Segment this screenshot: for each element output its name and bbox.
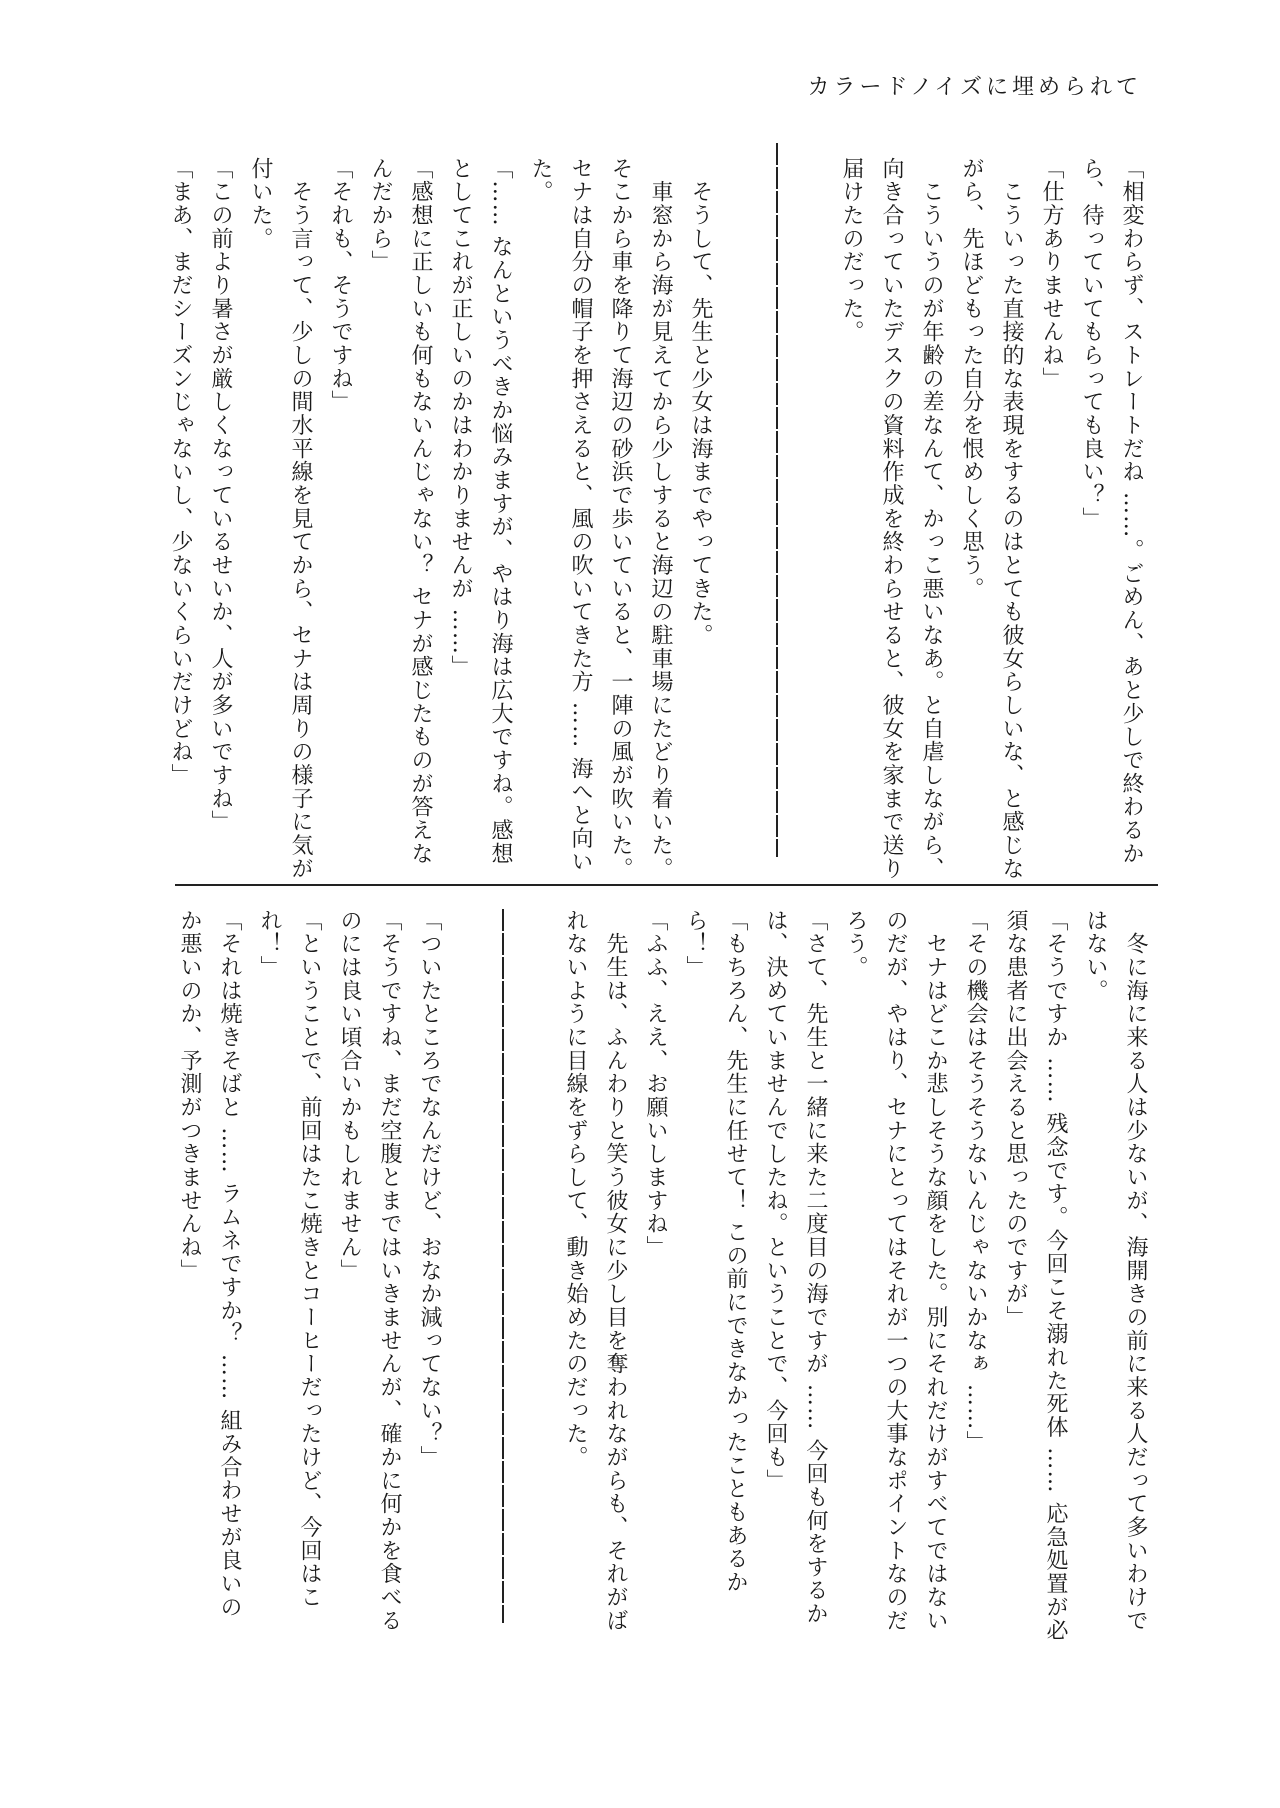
text-line: か悪いのか、予測がつきませんね」 [177,909,202,1283]
text-block-top-left [160,157,720,881]
running-header-title: カラードノイズに埋められて [807,75,1142,100]
text-line: 付いた。 [248,157,273,251]
text-line: 「さて、先生と一緒に来た二度目の海ですが …… 今回も何をするか [803,909,828,1626]
text-line: としてこれが正しいのかはわかりませんが ……」 [448,157,473,679]
text-line: れないように目線をずらして、動き始めたのだった。 [563,909,588,1469]
text-line: 車窓から海が見えてから少しすると海辺の駐車場にたどり着いた。 [648,157,673,881]
text-line: た。 [528,157,553,204]
text-block-top-right [831,157,1151,881]
text-line: そこから車を降りて海辺の砂浜で歩いていると、一陣の風が吹いた。 [608,157,633,881]
text-block-bottom-right [555,909,1155,1643]
text-line: 「ふふ、ええ、お願いしますね」 [643,909,668,1259]
text-line: ら！」 [683,909,708,979]
text-line: んだから」 [368,157,393,274]
text-line: 「仕方ありませんね」 [1039,157,1064,391]
text-line: 須な患者に出会えると思ったのですが」 [1003,909,1028,1329]
text-line: 冬に海に来る人は少ないが、海開きの前に来る人だって多いわけで [1123,909,1148,1633]
text-line: ら、待っていてもらっても良い？」 [1079,157,1104,531]
text-line: 向き合っていたデスクの資料作成を終わらせると、彼女を家まで送り [879,157,904,881]
text-line: 「そうですか …… 残念です。今回こそ溺れた死体 …… 応急処置が必 [1043,909,1068,1643]
text-line: は、決めていませんでしたね。ということで、今回も」 [763,909,788,1493]
text-line: 「それも、そうですね」 [328,157,353,414]
text-line: 「相変わらず、ストレートだね ……。ごめん、あと少しで終わるか [1119,157,1144,866]
horizontal-section-rule [175,884,1158,886]
text-line: 届けたのだった。 [839,157,864,344]
text-line: セナはどこか悲しそうな顔をした。別にそれだけがすべてではない [923,909,948,1633]
text-line: れ！」 [257,909,282,979]
text-line: セナは自分の帽子を押さえると、風の吹いてきた方 …… 海へと向い [568,157,593,874]
column-divider-bottom [502,909,504,1623]
text-block-bottom-left [169,909,449,1633]
text-line: のには良い頃合いかもしれません」 [337,909,362,1283]
column-divider-top [776,143,778,857]
text-line: こういった直接的な表現をするのはとても彼女らしいな、と感じな [999,157,1024,881]
text-line: 「感想に正しいも何もないんじゃない？ セナが感じたものが答えな [408,157,433,866]
text-line: 「もちろん、先生に任せて！ この前にできなかったこともあるか [723,909,748,1594]
text-line: のだが、やはり、セナにとってはそれが一つの大事なポイントなのだ [883,909,908,1633]
text-line: 「この前より暑さが厳しくなっているせいか、人が多いですね」 [208,157,233,834]
text-line: 「それは焼きそばと …… ラムネですか？ …… 組み合わせが良いの [217,909,242,1619]
text-line: そうして、先生と少女は海までやってきた。 [688,157,713,647]
text-line: はない。 [1083,909,1108,1003]
text-line: 「そうですね、まだ空腹とまではいきませんが、確かに何かを食べる [377,909,402,1633]
text-line: 「…… なんというべきか悩みますが、やはり海は広大ですね。感想 [488,157,513,866]
text-line: 先生は、ふんわりと笑う彼女に少し目を奪われながらも、それがば [603,909,628,1633]
text-line: 「その機会はそうそうないんじゃないかなぁ ……」 [963,909,988,1454]
text-line: 「ついたところでなんだけど、おなか減ってない？」 [417,909,442,1469]
text-line: こういうのが年齢の差なんて、かっこ悪いなあ。と自虐しながら、 [919,157,944,881]
text-line: がら、先ほどもった自分を恨めしく思う。 [959,157,984,601]
text-line: そう言って、少しの間水平線を見てから、セナは周りの様子に気が [288,157,313,881]
text-line: 「まあ、まだシーズンじゃないし、少ないくらいだけどね」 [168,157,193,787]
text-line: 「ということで、前回はたこ焼きとコーヒーだったけど、今回はこ [297,909,322,1609]
text-line: ろう。 [843,909,868,979]
